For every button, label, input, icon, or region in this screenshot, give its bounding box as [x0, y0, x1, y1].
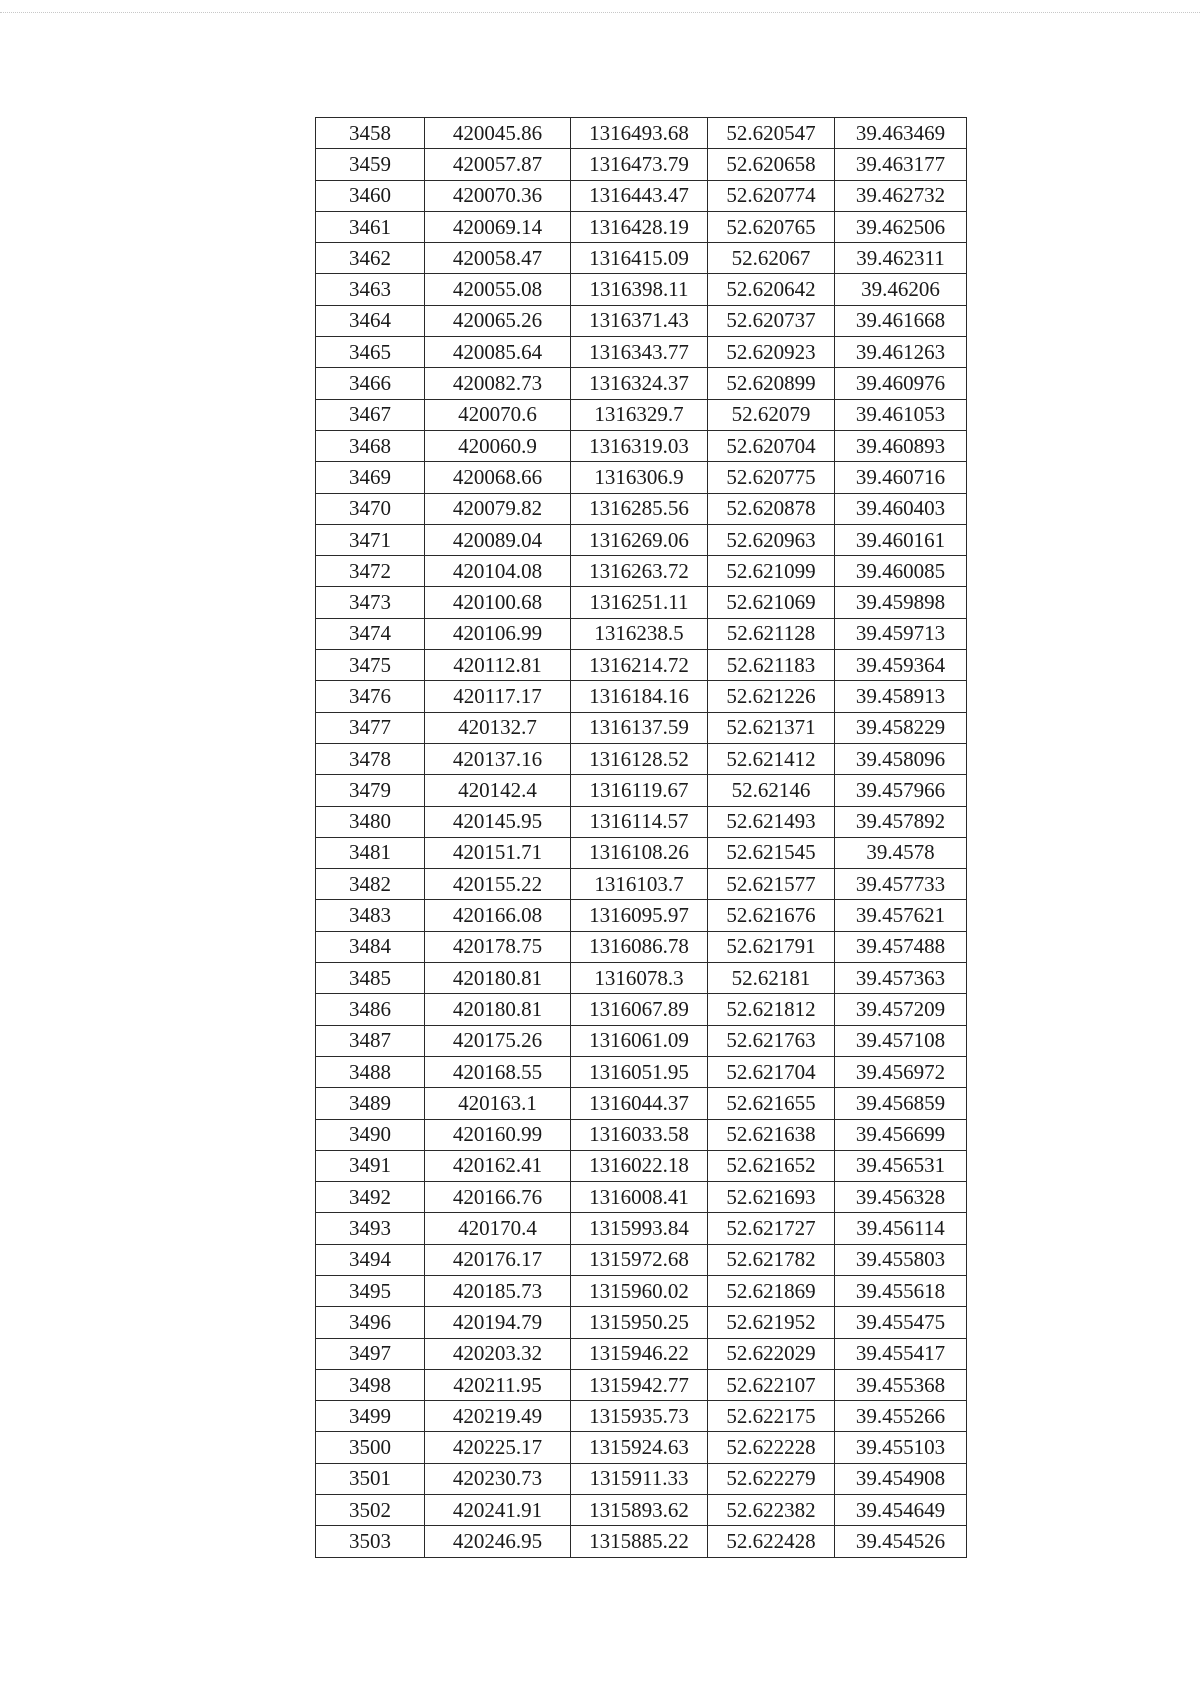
latitude-cell: 52.621812 — [708, 994, 835, 1025]
longitude-cell: 39.460893 — [835, 430, 967, 461]
table-row — [316, 681, 967, 712]
point-number-cell: 3463 — [316, 274, 425, 305]
x-coordinate-cell: 420070.6 — [425, 399, 571, 430]
table-row — [316, 931, 967, 962]
x-coordinate-cell: 420166.08 — [425, 900, 571, 931]
table-row — [316, 1275, 967, 1306]
x-coordinate-cell: 420160.99 — [425, 1119, 571, 1150]
y-coordinate-cell: 1316306.9 — [571, 462, 708, 493]
y-coordinate-cell: 1316114.57 — [571, 806, 708, 837]
x-coordinate-cell: 420151.71 — [425, 837, 571, 868]
x-coordinate-cell: 420112.81 — [425, 650, 571, 681]
x-coordinate-cell: 420163.1 — [425, 1088, 571, 1119]
point-number-cell: 3498 — [316, 1369, 425, 1400]
latitude-cell: 52.621577 — [708, 869, 835, 900]
point-number-cell: 3483 — [316, 900, 425, 931]
x-coordinate-cell: 420166.76 — [425, 1182, 571, 1213]
x-coordinate-cell: 420219.49 — [425, 1401, 571, 1432]
y-coordinate-cell: 1315885.22 — [571, 1526, 708, 1557]
table-row — [316, 1401, 967, 1432]
x-coordinate-cell: 420055.08 — [425, 274, 571, 305]
latitude-cell: 52.620765 — [708, 211, 835, 242]
x-coordinate-cell: 420185.73 — [425, 1275, 571, 1306]
x-coordinate-cell: 420137.16 — [425, 743, 571, 774]
y-coordinate-cell: 1315993.84 — [571, 1213, 708, 1244]
y-coordinate-cell: 1316119.67 — [571, 775, 708, 806]
point-number-cell: 3500 — [316, 1432, 425, 1463]
latitude-cell: 52.621869 — [708, 1275, 835, 1306]
table-row — [316, 462, 967, 493]
longitude-cell: 39.460085 — [835, 556, 967, 587]
point-number-cell: 3458 — [316, 118, 425, 149]
latitude-cell: 52.620963 — [708, 524, 835, 555]
x-coordinate-cell: 420241.91 — [425, 1495, 571, 1526]
point-number-cell: 3471 — [316, 524, 425, 555]
point-number-cell: 3459 — [316, 149, 425, 180]
latitude-cell: 52.621099 — [708, 556, 835, 587]
table-row — [316, 1025, 967, 1056]
longitude-cell: 39.455417 — [835, 1338, 967, 1369]
longitude-cell: 39.455618 — [835, 1275, 967, 1306]
point-number-cell: 3503 — [316, 1526, 425, 1557]
latitude-cell: 52.622382 — [708, 1495, 835, 1526]
latitude-cell: 52.621655 — [708, 1088, 835, 1119]
table-row — [316, 211, 967, 242]
longitude-cell: 39.458913 — [835, 681, 967, 712]
point-number-cell: 3473 — [316, 587, 425, 618]
y-coordinate-cell: 1316108.26 — [571, 837, 708, 868]
longitude-cell: 39.463177 — [835, 149, 967, 180]
longitude-cell: 39.457892 — [835, 806, 967, 837]
longitude-cell: 39.455475 — [835, 1307, 967, 1338]
table-row — [316, 274, 967, 305]
longitude-cell: 39.455266 — [835, 1401, 967, 1432]
latitude-cell: 52.62181 — [708, 963, 835, 994]
point-number-cell: 3486 — [316, 994, 425, 1025]
latitude-cell: 52.621638 — [708, 1119, 835, 1150]
latitude-cell: 52.620923 — [708, 337, 835, 368]
y-coordinate-cell: 1316022.18 — [571, 1150, 708, 1181]
longitude-cell: 39.462732 — [835, 180, 967, 211]
x-coordinate-cell: 420058.47 — [425, 243, 571, 274]
table-row — [316, 493, 967, 524]
longitude-cell: 39.457733 — [835, 869, 967, 900]
y-coordinate-cell: 1316238.5 — [571, 618, 708, 649]
table-row — [316, 1307, 967, 1338]
latitude-cell: 52.621545 — [708, 837, 835, 868]
coordinate-table-body — [316, 118, 967, 1558]
longitude-cell: 39.456531 — [835, 1150, 967, 1181]
point-number-cell: 3493 — [316, 1213, 425, 1244]
x-coordinate-cell: 420203.32 — [425, 1338, 571, 1369]
point-number-cell: 3487 — [316, 1025, 425, 1056]
y-coordinate-cell: 1316051.95 — [571, 1056, 708, 1087]
point-number-cell: 3492 — [316, 1182, 425, 1213]
x-coordinate-cell: 420246.95 — [425, 1526, 571, 1557]
x-coordinate-cell: 420211.95 — [425, 1369, 571, 1400]
y-coordinate-cell: 1316324.37 — [571, 368, 708, 399]
longitude-cell: 39.456972 — [835, 1056, 967, 1087]
table-row — [316, 837, 967, 868]
x-coordinate-cell: 420180.81 — [425, 963, 571, 994]
longitude-cell: 39.456699 — [835, 1119, 967, 1150]
latitude-cell: 52.621693 — [708, 1182, 835, 1213]
latitude-cell: 52.622228 — [708, 1432, 835, 1463]
point-number-cell: 3488 — [316, 1056, 425, 1087]
point-number-cell: 3465 — [316, 337, 425, 368]
point-number-cell: 3464 — [316, 305, 425, 336]
latitude-cell: 52.620547 — [708, 118, 835, 149]
point-number-cell: 3494 — [316, 1244, 425, 1275]
x-coordinate-cell: 420070.36 — [425, 180, 571, 211]
x-coordinate-cell: 420068.66 — [425, 462, 571, 493]
y-coordinate-cell: 1316473.79 — [571, 149, 708, 180]
x-coordinate-cell: 420132.7 — [425, 712, 571, 743]
table-row — [316, 1213, 967, 1244]
point-number-cell: 3495 — [316, 1275, 425, 1306]
table-row — [316, 1119, 967, 1150]
point-number-cell: 3466 — [316, 368, 425, 399]
y-coordinate-cell: 1315924.63 — [571, 1432, 708, 1463]
y-coordinate-cell: 1315893.62 — [571, 1495, 708, 1526]
table-row — [316, 1338, 967, 1369]
table-row — [316, 900, 967, 931]
latitude-cell: 52.620658 — [708, 149, 835, 180]
table-row — [316, 430, 967, 461]
latitude-cell: 52.621952 — [708, 1307, 835, 1338]
point-number-cell: 3496 — [316, 1307, 425, 1338]
latitude-cell: 52.620878 — [708, 493, 835, 524]
latitude-cell: 52.621676 — [708, 900, 835, 931]
y-coordinate-cell: 1315942.77 — [571, 1369, 708, 1400]
longitude-cell: 39.457209 — [835, 994, 967, 1025]
latitude-cell: 52.620775 — [708, 462, 835, 493]
table-row — [316, 399, 967, 430]
y-coordinate-cell: 1316343.77 — [571, 337, 708, 368]
table-row — [316, 1088, 967, 1119]
table-row — [316, 650, 967, 681]
latitude-cell: 52.620642 — [708, 274, 835, 305]
x-coordinate-cell: 420106.99 — [425, 618, 571, 649]
latitude-cell: 52.621493 — [708, 806, 835, 837]
x-coordinate-cell: 420117.17 — [425, 681, 571, 712]
y-coordinate-cell: 1316086.78 — [571, 931, 708, 962]
point-number-cell: 3481 — [316, 837, 425, 868]
x-coordinate-cell: 420162.41 — [425, 1150, 571, 1181]
y-coordinate-cell: 1316061.09 — [571, 1025, 708, 1056]
table-row — [316, 994, 967, 1025]
y-coordinate-cell: 1315911.33 — [571, 1463, 708, 1494]
table-row — [316, 1526, 967, 1557]
point-number-cell: 3477 — [316, 712, 425, 743]
y-coordinate-cell: 1316137.59 — [571, 712, 708, 743]
longitude-cell: 39.460976 — [835, 368, 967, 399]
longitude-cell: 39.459364 — [835, 650, 967, 681]
longitude-cell: 39.462506 — [835, 211, 967, 242]
x-coordinate-cell: 420225.17 — [425, 1432, 571, 1463]
point-number-cell: 3497 — [316, 1338, 425, 1369]
table-row — [316, 775, 967, 806]
longitude-cell: 39.463469 — [835, 118, 967, 149]
latitude-cell: 52.621128 — [708, 618, 835, 649]
y-coordinate-cell: 1316067.89 — [571, 994, 708, 1025]
latitude-cell: 52.621371 — [708, 712, 835, 743]
latitude-cell: 52.621791 — [708, 931, 835, 962]
table-row — [316, 869, 967, 900]
table-row — [316, 1432, 967, 1463]
y-coordinate-cell: 1315960.02 — [571, 1275, 708, 1306]
x-coordinate-cell: 420065.26 — [425, 305, 571, 336]
point-number-cell: 3485 — [316, 963, 425, 994]
latitude-cell: 52.622175 — [708, 1401, 835, 1432]
longitude-cell: 39.455368 — [835, 1369, 967, 1400]
longitude-cell: 39.460161 — [835, 524, 967, 555]
table-row — [316, 1150, 967, 1181]
table-row — [316, 618, 967, 649]
scan-edge-line — [0, 12, 1200, 13]
point-number-cell: 3474 — [316, 618, 425, 649]
longitude-cell: 39.4578 — [835, 837, 967, 868]
y-coordinate-cell: 1316008.41 — [571, 1182, 708, 1213]
x-coordinate-cell: 420085.64 — [425, 337, 571, 368]
x-coordinate-cell: 420057.87 — [425, 149, 571, 180]
longitude-cell: 39.458229 — [835, 712, 967, 743]
point-number-cell: 3502 — [316, 1495, 425, 1526]
point-number-cell: 3482 — [316, 869, 425, 900]
point-number-cell: 3462 — [316, 243, 425, 274]
longitude-cell: 39.461668 — [835, 305, 967, 336]
y-coordinate-cell: 1316095.97 — [571, 900, 708, 931]
longitude-cell: 39.459713 — [835, 618, 967, 649]
point-number-cell: 3468 — [316, 430, 425, 461]
latitude-cell: 52.621704 — [708, 1056, 835, 1087]
x-coordinate-cell: 420170.4 — [425, 1213, 571, 1244]
longitude-cell: 39.457363 — [835, 963, 967, 994]
point-number-cell: 3484 — [316, 931, 425, 962]
table-row — [316, 1182, 967, 1213]
point-number-cell: 3472 — [316, 556, 425, 587]
y-coordinate-cell: 1316398.11 — [571, 274, 708, 305]
longitude-cell: 39.456859 — [835, 1088, 967, 1119]
y-coordinate-cell: 1315950.25 — [571, 1307, 708, 1338]
x-coordinate-cell: 420230.73 — [425, 1463, 571, 1494]
latitude-cell: 52.62079 — [708, 399, 835, 430]
table-row — [316, 556, 967, 587]
x-coordinate-cell: 420079.82 — [425, 493, 571, 524]
longitude-cell: 39.456114 — [835, 1213, 967, 1244]
y-coordinate-cell: 1315935.73 — [571, 1401, 708, 1432]
point-number-cell: 3479 — [316, 775, 425, 806]
x-coordinate-cell: 420175.26 — [425, 1025, 571, 1056]
x-coordinate-cell: 420104.08 — [425, 556, 571, 587]
latitude-cell: 52.621782 — [708, 1244, 835, 1275]
y-coordinate-cell: 1316251.11 — [571, 587, 708, 618]
y-coordinate-cell: 1315946.22 — [571, 1338, 708, 1369]
latitude-cell: 52.621226 — [708, 681, 835, 712]
x-coordinate-cell: 420082.73 — [425, 368, 571, 399]
table-row — [316, 712, 967, 743]
table-row — [316, 963, 967, 994]
table-row — [316, 1463, 967, 1494]
latitude-cell: 52.62067 — [708, 243, 835, 274]
latitude-cell: 52.622428 — [708, 1526, 835, 1557]
y-coordinate-cell: 1316214.72 — [571, 650, 708, 681]
longitude-cell: 39.455803 — [835, 1244, 967, 1275]
x-coordinate-cell: 420142.4 — [425, 775, 571, 806]
latitude-cell: 52.621412 — [708, 743, 835, 774]
point-number-cell: 3460 — [316, 180, 425, 211]
latitude-cell: 52.622107 — [708, 1369, 835, 1400]
x-coordinate-cell: 420180.81 — [425, 994, 571, 1025]
y-coordinate-cell: 1316415.09 — [571, 243, 708, 274]
longitude-cell: 39.462311 — [835, 243, 967, 274]
y-coordinate-cell: 1316033.58 — [571, 1119, 708, 1150]
latitude-cell: 52.621727 — [708, 1213, 835, 1244]
y-coordinate-cell: 1316078.3 — [571, 963, 708, 994]
longitude-cell: 39.461263 — [835, 337, 967, 368]
latitude-cell: 52.620737 — [708, 305, 835, 336]
longitude-cell: 39.459898 — [835, 587, 967, 618]
table-row — [316, 180, 967, 211]
latitude-cell: 52.621652 — [708, 1150, 835, 1181]
table-row — [316, 118, 967, 149]
y-coordinate-cell: 1316269.06 — [571, 524, 708, 555]
y-coordinate-cell: 1316184.16 — [571, 681, 708, 712]
table-row — [316, 337, 967, 368]
longitude-cell: 39.457488 — [835, 931, 967, 962]
table-row — [316, 1369, 967, 1400]
point-number-cell: 3467 — [316, 399, 425, 430]
y-coordinate-cell: 1316103.7 — [571, 869, 708, 900]
point-number-cell: 3499 — [316, 1401, 425, 1432]
latitude-cell: 52.621069 — [708, 587, 835, 618]
y-coordinate-cell: 1316285.56 — [571, 493, 708, 524]
table-row — [316, 1056, 967, 1087]
longitude-cell: 39.457621 — [835, 900, 967, 931]
x-coordinate-cell: 420045.86 — [425, 118, 571, 149]
point-number-cell: 3489 — [316, 1088, 425, 1119]
y-coordinate-cell: 1316263.72 — [571, 556, 708, 587]
x-coordinate-cell: 420168.55 — [425, 1056, 571, 1087]
longitude-cell: 39.457966 — [835, 775, 967, 806]
table-row — [316, 806, 967, 837]
longitude-cell: 39.454649 — [835, 1495, 967, 1526]
point-number-cell: 3470 — [316, 493, 425, 524]
point-number-cell: 3476 — [316, 681, 425, 712]
x-coordinate-cell: 420155.22 — [425, 869, 571, 900]
x-coordinate-cell: 420089.04 — [425, 524, 571, 555]
x-coordinate-cell: 420178.75 — [425, 931, 571, 962]
table-row — [316, 149, 967, 180]
latitude-cell: 52.620899 — [708, 368, 835, 399]
longitude-cell: 39.458096 — [835, 743, 967, 774]
longitude-cell: 39.460403 — [835, 493, 967, 524]
point-number-cell: 3501 — [316, 1463, 425, 1494]
latitude-cell: 52.621763 — [708, 1025, 835, 1056]
longitude-cell: 39.461053 — [835, 399, 967, 430]
table-row — [316, 524, 967, 555]
x-coordinate-cell: 420194.79 — [425, 1307, 571, 1338]
latitude-cell: 52.622279 — [708, 1463, 835, 1494]
longitude-cell: 39.454908 — [835, 1463, 967, 1494]
y-coordinate-cell: 1316128.52 — [571, 743, 708, 774]
y-coordinate-cell: 1316493.68 — [571, 118, 708, 149]
latitude-cell: 52.620704 — [708, 430, 835, 461]
y-coordinate-cell: 1316319.03 — [571, 430, 708, 461]
table-row — [316, 743, 967, 774]
longitude-cell: 39.460716 — [835, 462, 967, 493]
point-number-cell: 3478 — [316, 743, 425, 774]
y-coordinate-cell: 1316371.43 — [571, 305, 708, 336]
latitude-cell: 52.62146 — [708, 775, 835, 806]
table-row — [316, 1495, 967, 1526]
longitude-cell: 39.455103 — [835, 1432, 967, 1463]
longitude-cell: 39.456328 — [835, 1182, 967, 1213]
y-coordinate-cell: 1316443.47 — [571, 180, 708, 211]
x-coordinate-cell: 420145.95 — [425, 806, 571, 837]
table-row — [316, 305, 967, 336]
longitude-cell: 39.454526 — [835, 1526, 967, 1557]
point-number-cell: 3469 — [316, 462, 425, 493]
x-coordinate-cell: 420060.9 — [425, 430, 571, 461]
coordinate-table — [315, 117, 967, 1558]
point-number-cell: 3475 — [316, 650, 425, 681]
y-coordinate-cell: 1316428.19 — [571, 211, 708, 242]
latitude-cell: 52.621183 — [708, 650, 835, 681]
longitude-cell: 39.46206 — [835, 274, 967, 305]
y-coordinate-cell: 1316329.7 — [571, 399, 708, 430]
table-row — [316, 243, 967, 274]
point-number-cell: 3461 — [316, 211, 425, 242]
x-coordinate-cell: 420100.68 — [425, 587, 571, 618]
x-coordinate-cell: 420176.17 — [425, 1244, 571, 1275]
table-row — [316, 1244, 967, 1275]
y-coordinate-cell: 1316044.37 — [571, 1088, 708, 1119]
table-row — [316, 587, 967, 618]
latitude-cell: 52.622029 — [708, 1338, 835, 1369]
x-coordinate-cell: 420069.14 — [425, 211, 571, 242]
point-number-cell: 3491 — [316, 1150, 425, 1181]
longitude-cell: 39.457108 — [835, 1025, 967, 1056]
point-number-cell: 3490 — [316, 1119, 425, 1150]
y-coordinate-cell: 1315972.68 — [571, 1244, 708, 1275]
latitude-cell: 52.620774 — [708, 180, 835, 211]
table-row — [316, 368, 967, 399]
point-number-cell: 3480 — [316, 806, 425, 837]
